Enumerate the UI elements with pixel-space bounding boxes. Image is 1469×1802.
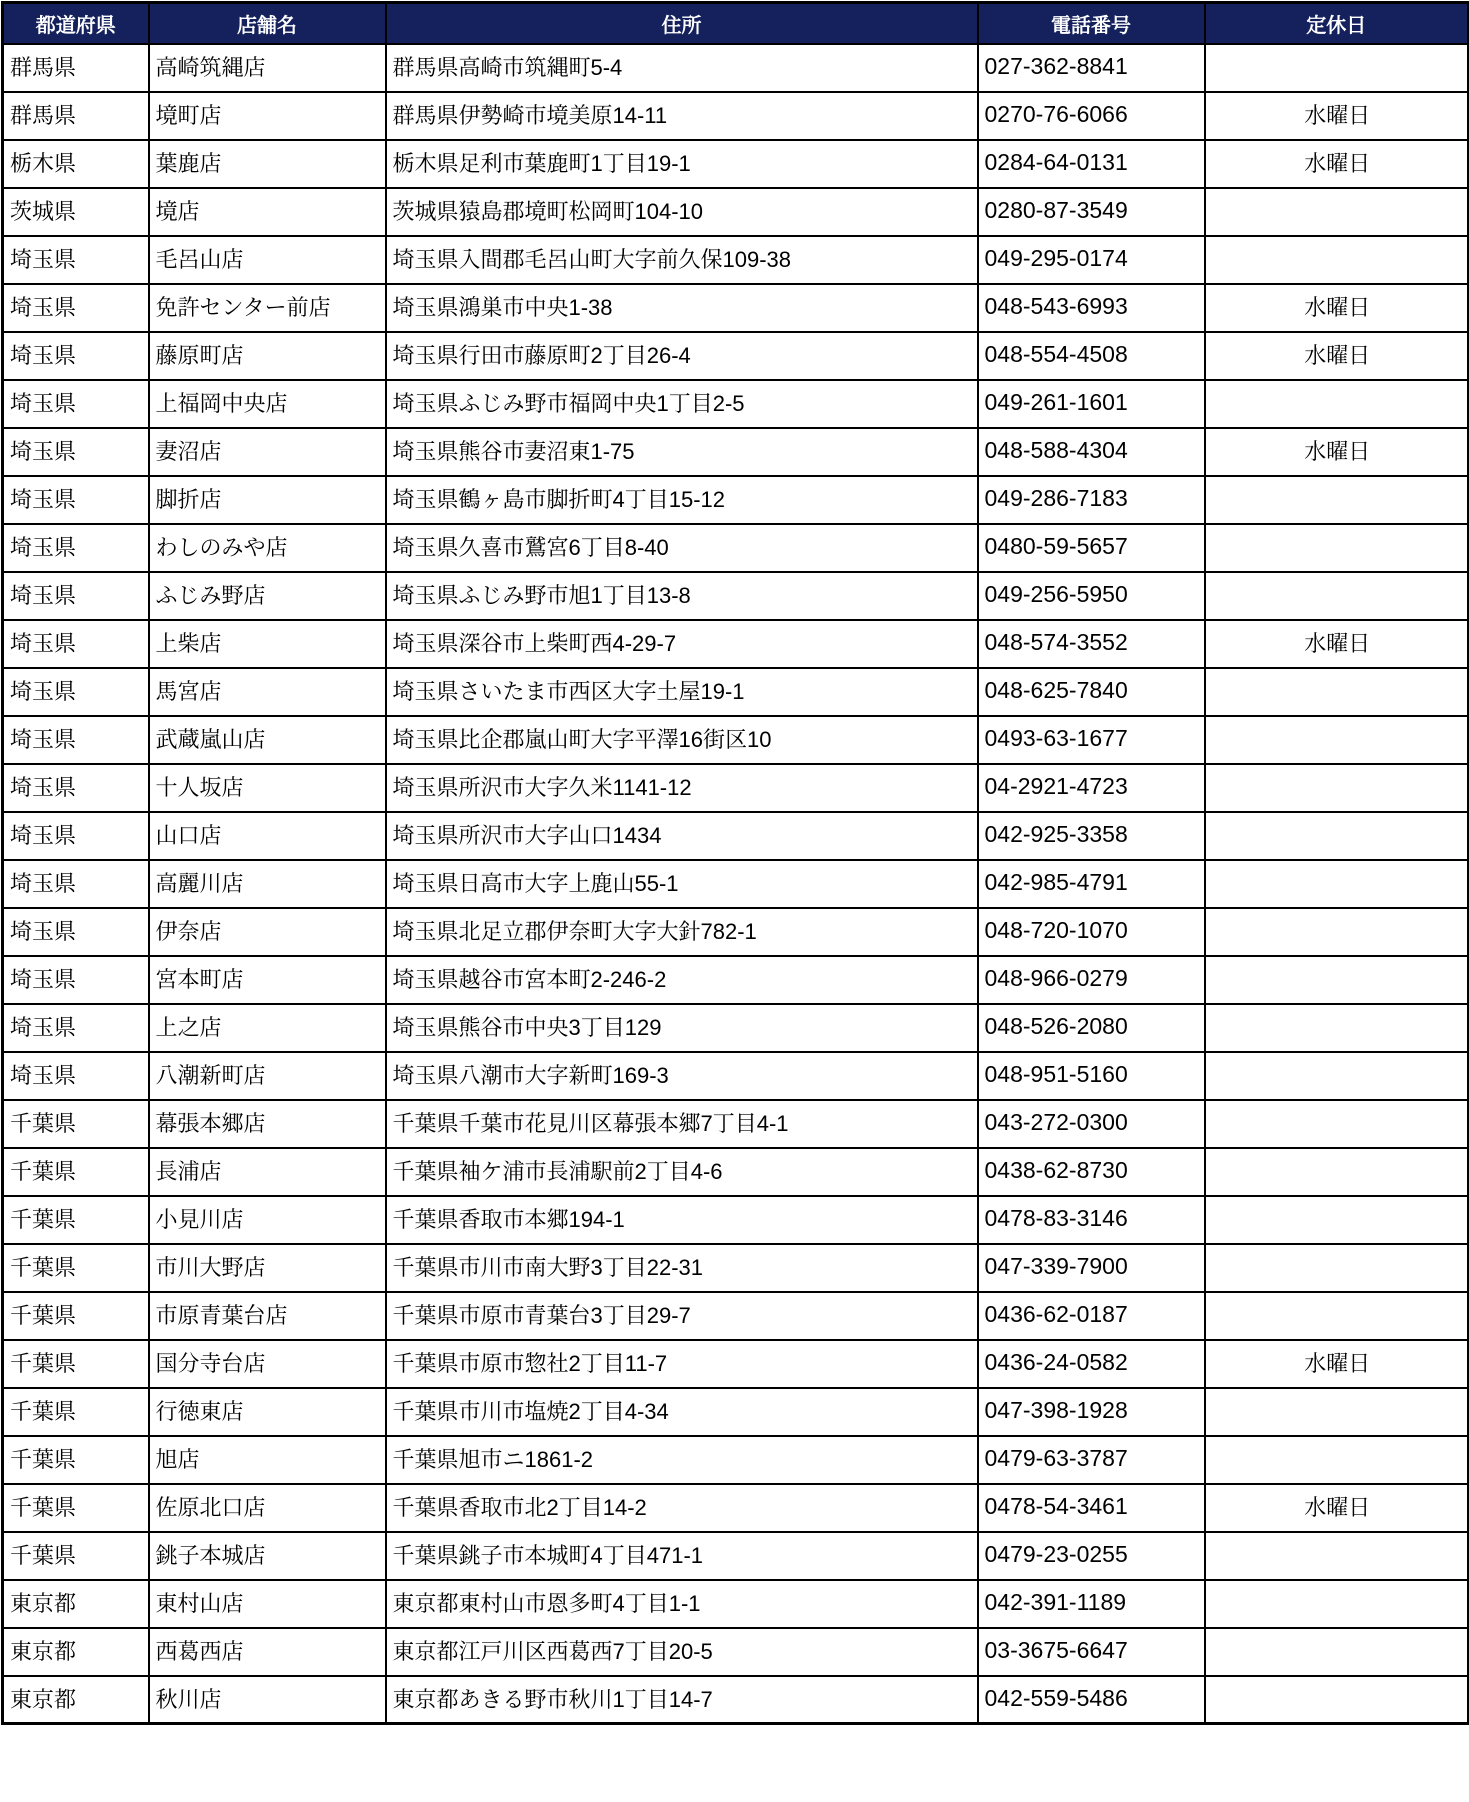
cell-phone: 048-951-5160 [978,1052,1205,1100]
cell-address: 埼玉県所沢市大字山口1434 [386,812,978,860]
cell-prefecture: 群馬県 [3,44,149,92]
cell-holiday [1205,716,1469,764]
cell-prefecture: 群馬県 [3,92,149,140]
table-row [3,236,1469,284]
cell-prefecture: 千葉県 [3,1196,149,1244]
cell-holiday [1205,1436,1469,1484]
cell-holiday [1205,1388,1469,1436]
cell-store-name: 上柴店 [149,620,386,668]
table-row [3,1484,1469,1532]
table-row [3,620,1469,668]
cell-address: 千葉県銚子市本城町4丁目471-1 [386,1532,978,1580]
cell-address: 埼玉県比企郡嵐山町大字平澤16街区10 [386,716,978,764]
table-row [3,140,1469,188]
cell-address: 埼玉県鴻巣市中央1-38 [386,284,978,332]
header-store-name: 店舗名 [149,3,386,44]
cell-holiday [1205,764,1469,812]
header-address: 住所 [386,3,978,44]
cell-phone: 048-720-1070 [978,908,1205,956]
cell-store-name: 国分寺台店 [149,1340,386,1388]
cell-phone: 047-398-1928 [978,1388,1205,1436]
table-row [3,44,1469,92]
cell-phone: 043-272-0300 [978,1100,1205,1148]
cell-store-name: 幕張本郷店 [149,1100,386,1148]
cell-phone: 048-526-2080 [978,1004,1205,1052]
cell-address: 埼玉県八潮市大字新町169-3 [386,1052,978,1100]
cell-address: 埼玉県所沢市大字久米1141-12 [386,764,978,812]
cell-holiday [1205,812,1469,860]
cell-address: 埼玉県熊谷市中央3丁目129 [386,1004,978,1052]
cell-phone: 04-2921-4723 [978,764,1205,812]
cell-holiday: 水曜日 [1205,620,1469,668]
cell-prefecture: 千葉県 [3,1292,149,1340]
cell-address: 千葉県旭市ニ1861-2 [386,1436,978,1484]
cell-prefecture: 千葉県 [3,1340,149,1388]
cell-address: 埼玉県さいたま市西区大字土屋19-1 [386,668,978,716]
cell-holiday: 水曜日 [1205,1484,1469,1532]
cell-store-name: 小見川店 [149,1196,386,1244]
cell-address: 千葉県市川市塩焼2丁目4-34 [386,1388,978,1436]
cell-store-name: 上福岡中央店 [149,380,386,428]
cell-phone: 048-966-0279 [978,956,1205,1004]
cell-store-name: 上之店 [149,1004,386,1052]
cell-prefecture: 埼玉県 [3,428,149,476]
cell-phone: 0479-63-3787 [978,1436,1205,1484]
cell-phone: 049-295-0174 [978,236,1205,284]
table-row [3,332,1469,380]
table-row [3,1004,1469,1052]
cell-store-name: 高麗川店 [149,860,386,908]
cell-phone: 027-362-8841 [978,44,1205,92]
store-location-table [1,1,1469,1725]
cell-store-name: 秋川店 [149,1676,386,1724]
cell-phone: 048-554-4508 [978,332,1205,380]
cell-prefecture: 千葉県 [3,1436,149,1484]
table-row [3,716,1469,764]
cell-phone: 0436-62-0187 [978,1292,1205,1340]
cell-store-name: 東村山店 [149,1580,386,1628]
header-row [3,3,1469,44]
cell-store-name: 長浦店 [149,1148,386,1196]
cell-phone: 0280-87-3549 [978,188,1205,236]
table-row [3,1100,1469,1148]
table-row [3,1436,1469,1484]
cell-holiday [1205,1100,1469,1148]
table-row [3,284,1469,332]
cell-phone: 0438-62-8730 [978,1148,1205,1196]
table-row [3,860,1469,908]
cell-prefecture: 埼玉県 [3,1052,149,1100]
cell-holiday: 水曜日 [1205,284,1469,332]
cell-address: 東京都東村山市恩多町4丁目1-1 [386,1580,978,1628]
cell-store-name: 境町店 [149,92,386,140]
cell-address: 埼玉県日高市大字上鹿山55-1 [386,860,978,908]
table-row [3,1292,1469,1340]
cell-store-name: 伊奈店 [149,908,386,956]
cell-address: 群馬県伊勢崎市境美原14-11 [386,92,978,140]
cell-store-name: 武蔵嵐山店 [149,716,386,764]
cell-prefecture: 千葉県 [3,1100,149,1148]
cell-address: 埼玉県入間郡毛呂山町大字前久保109-38 [386,236,978,284]
cell-phone: 0436-24-0582 [978,1340,1205,1388]
cell-prefecture: 埼玉県 [3,716,149,764]
cell-store-name: 市原青葉台店 [149,1292,386,1340]
cell-address: 千葉県市川市南大野3丁目22-31 [386,1244,978,1292]
table-row [3,1628,1469,1676]
cell-holiday [1205,1292,1469,1340]
table-row [3,1196,1469,1244]
cell-store-name: 旭店 [149,1436,386,1484]
cell-prefecture: 埼玉県 [3,956,149,1004]
cell-phone: 048-543-6993 [978,284,1205,332]
cell-holiday [1205,1244,1469,1292]
cell-store-name: 銚子本城店 [149,1532,386,1580]
table-row [3,476,1469,524]
cell-phone: 0478-54-3461 [978,1484,1205,1532]
cell-holiday [1205,380,1469,428]
cell-phone: 047-339-7900 [978,1244,1205,1292]
cell-address: 茨城県猿島郡境町松岡町104-10 [386,188,978,236]
cell-phone: 042-985-4791 [978,860,1205,908]
cell-holiday [1205,236,1469,284]
table-row [3,572,1469,620]
cell-holiday [1205,476,1469,524]
cell-holiday: 水曜日 [1205,140,1469,188]
cell-store-name: 境店 [149,188,386,236]
table-row [3,908,1469,956]
cell-prefecture: 埼玉県 [3,764,149,812]
cell-store-name: 馬宮店 [149,668,386,716]
cell-address: 埼玉県ふじみ野市福岡中央1丁目2-5 [386,380,978,428]
cell-address: 千葉県香取市本郷194-1 [386,1196,978,1244]
cell-store-name: 八潮新町店 [149,1052,386,1100]
cell-holiday [1205,1196,1469,1244]
cell-holiday [1205,668,1469,716]
cell-address: 埼玉県北足立郡伊奈町大字大針782-1 [386,908,978,956]
cell-holiday [1205,1580,1469,1628]
cell-prefecture: 千葉県 [3,1388,149,1436]
cell-address: 千葉県香取市北2丁目14-2 [386,1484,978,1532]
cell-address: 埼玉県熊谷市妻沼東1-75 [386,428,978,476]
cell-address: 埼玉県鶴ヶ島市脚折町4丁目15-12 [386,476,978,524]
table-row [3,1676,1469,1724]
cell-holiday: 水曜日 [1205,92,1469,140]
cell-prefecture: 埼玉県 [3,668,149,716]
table-row [3,524,1469,572]
cell-prefecture: 埼玉県 [3,236,149,284]
cell-holiday: 水曜日 [1205,332,1469,380]
cell-prefecture: 埼玉県 [3,380,149,428]
cell-prefecture: 千葉県 [3,1244,149,1292]
cell-store-name: 宮本町店 [149,956,386,1004]
cell-store-name: 行徳東店 [149,1388,386,1436]
cell-store-name: 免許センター前店 [149,284,386,332]
cell-holiday: 水曜日 [1205,1340,1469,1388]
cell-prefecture: 埼玉県 [3,860,149,908]
cell-prefecture: 埼玉県 [3,284,149,332]
cell-phone: 0478-83-3146 [978,1196,1205,1244]
cell-store-name: 葉鹿店 [149,140,386,188]
cell-phone: 048-588-4304 [978,428,1205,476]
cell-prefecture: 埼玉県 [3,524,149,572]
cell-holiday [1205,1628,1469,1676]
table-row [3,764,1469,812]
cell-address: 千葉県市原市惣社2丁目11-7 [386,1340,978,1388]
cell-phone: 0479-23-0255 [978,1532,1205,1580]
cell-address: 埼玉県深谷市上柴町西4-29-7 [386,620,978,668]
table-header [3,3,1469,44]
cell-prefecture: 東京都 [3,1676,149,1724]
cell-holiday [1205,524,1469,572]
cell-holiday [1205,956,1469,1004]
cell-address: 埼玉県越谷市宮本町2-246-2 [386,956,978,1004]
cell-prefecture: 埼玉県 [3,476,149,524]
cell-store-name: 山口店 [149,812,386,860]
cell-prefecture: 茨城県 [3,188,149,236]
cell-holiday [1205,188,1469,236]
cell-prefecture: 埼玉県 [3,332,149,380]
table-row [3,92,1469,140]
table-row [3,812,1469,860]
cell-store-name: 脚折店 [149,476,386,524]
cell-address: 埼玉県行田市藤原町2丁目26-4 [386,332,978,380]
table-row [3,380,1469,428]
cell-address: 埼玉県ふじみ野市旭1丁目13-8 [386,572,978,620]
cell-address: 東京都あきる野市秋川1丁目14-7 [386,1676,978,1724]
table-row [3,1388,1469,1436]
cell-store-name: 藤原町店 [149,332,386,380]
cell-phone: 0284-64-0131 [978,140,1205,188]
cell-holiday [1205,1148,1469,1196]
cell-store-name: 十人坂店 [149,764,386,812]
cell-prefecture: 埼玉県 [3,908,149,956]
cell-prefecture: 埼玉県 [3,812,149,860]
cell-holiday [1205,572,1469,620]
table-row [3,1148,1469,1196]
cell-prefecture: 千葉県 [3,1148,149,1196]
cell-store-name: 妻沼店 [149,428,386,476]
cell-prefecture: 埼玉県 [3,1004,149,1052]
cell-prefecture: 栃木県 [3,140,149,188]
cell-prefecture: 千葉県 [3,1484,149,1532]
cell-address: 千葉県袖ケ浦市長浦駅前2丁目4-6 [386,1148,978,1196]
cell-holiday: 水曜日 [1205,428,1469,476]
cell-phone: 049-286-7183 [978,476,1205,524]
cell-holiday [1205,1676,1469,1724]
cell-phone: 049-256-5950 [978,572,1205,620]
table-row [3,668,1469,716]
cell-store-name: 毛呂山店 [149,236,386,284]
header-prefecture: 都道府県 [3,3,149,44]
cell-holiday [1205,1532,1469,1580]
cell-address: 群馬県高崎市筑縄町5-4 [386,44,978,92]
cell-store-name: 佐原北口店 [149,1484,386,1532]
cell-store-name: わしのみや店 [149,524,386,572]
table-row [3,428,1469,476]
table-row [3,956,1469,1004]
header-phone: 電話番号 [978,3,1205,44]
cell-phone: 048-625-7840 [978,668,1205,716]
cell-holiday [1205,1004,1469,1052]
cell-phone: 049-261-1601 [978,380,1205,428]
cell-address: 栃木県足利市葉鹿町1丁目19-1 [386,140,978,188]
cell-holiday [1205,1052,1469,1100]
cell-store-name: 西葛西店 [149,1628,386,1676]
table-row [3,1580,1469,1628]
table-body [3,44,1469,1724]
table-row [3,1052,1469,1100]
table-row [3,1340,1469,1388]
cell-store-name: ふじみ野店 [149,572,386,620]
header-holiday: 定休日 [1205,3,1469,44]
cell-address: 千葉県市原市青葉台3丁目29-7 [386,1292,978,1340]
cell-prefecture: 埼玉県 [3,572,149,620]
cell-address: 東京都江戸川区西葛西7丁目20-5 [386,1628,978,1676]
cell-holiday [1205,908,1469,956]
cell-prefecture: 東京都 [3,1580,149,1628]
cell-phone: 042-391-1189 [978,1580,1205,1628]
table-row [3,1532,1469,1580]
cell-address: 千葉県千葉市花見川区幕張本郷7丁目4-1 [386,1100,978,1148]
table-row [3,188,1469,236]
cell-store-name: 市川大野店 [149,1244,386,1292]
cell-phone: 03-3675-6647 [978,1628,1205,1676]
cell-phone: 048-574-3552 [978,620,1205,668]
table-row [3,1244,1469,1292]
cell-phone: 042-925-3358 [978,812,1205,860]
cell-holiday [1205,44,1469,92]
cell-phone: 0480-59-5657 [978,524,1205,572]
cell-prefecture: 東京都 [3,1628,149,1676]
cell-address: 埼玉県久喜市鷲宮6丁目8-40 [386,524,978,572]
cell-holiday [1205,860,1469,908]
cell-phone: 0493-63-1677 [978,716,1205,764]
cell-store-name: 高崎筑縄店 [149,44,386,92]
cell-prefecture: 千葉県 [3,1532,149,1580]
cell-prefecture: 埼玉県 [3,620,149,668]
cell-phone: 0270-76-6066 [978,92,1205,140]
cell-phone: 042-559-5486 [978,1676,1205,1724]
